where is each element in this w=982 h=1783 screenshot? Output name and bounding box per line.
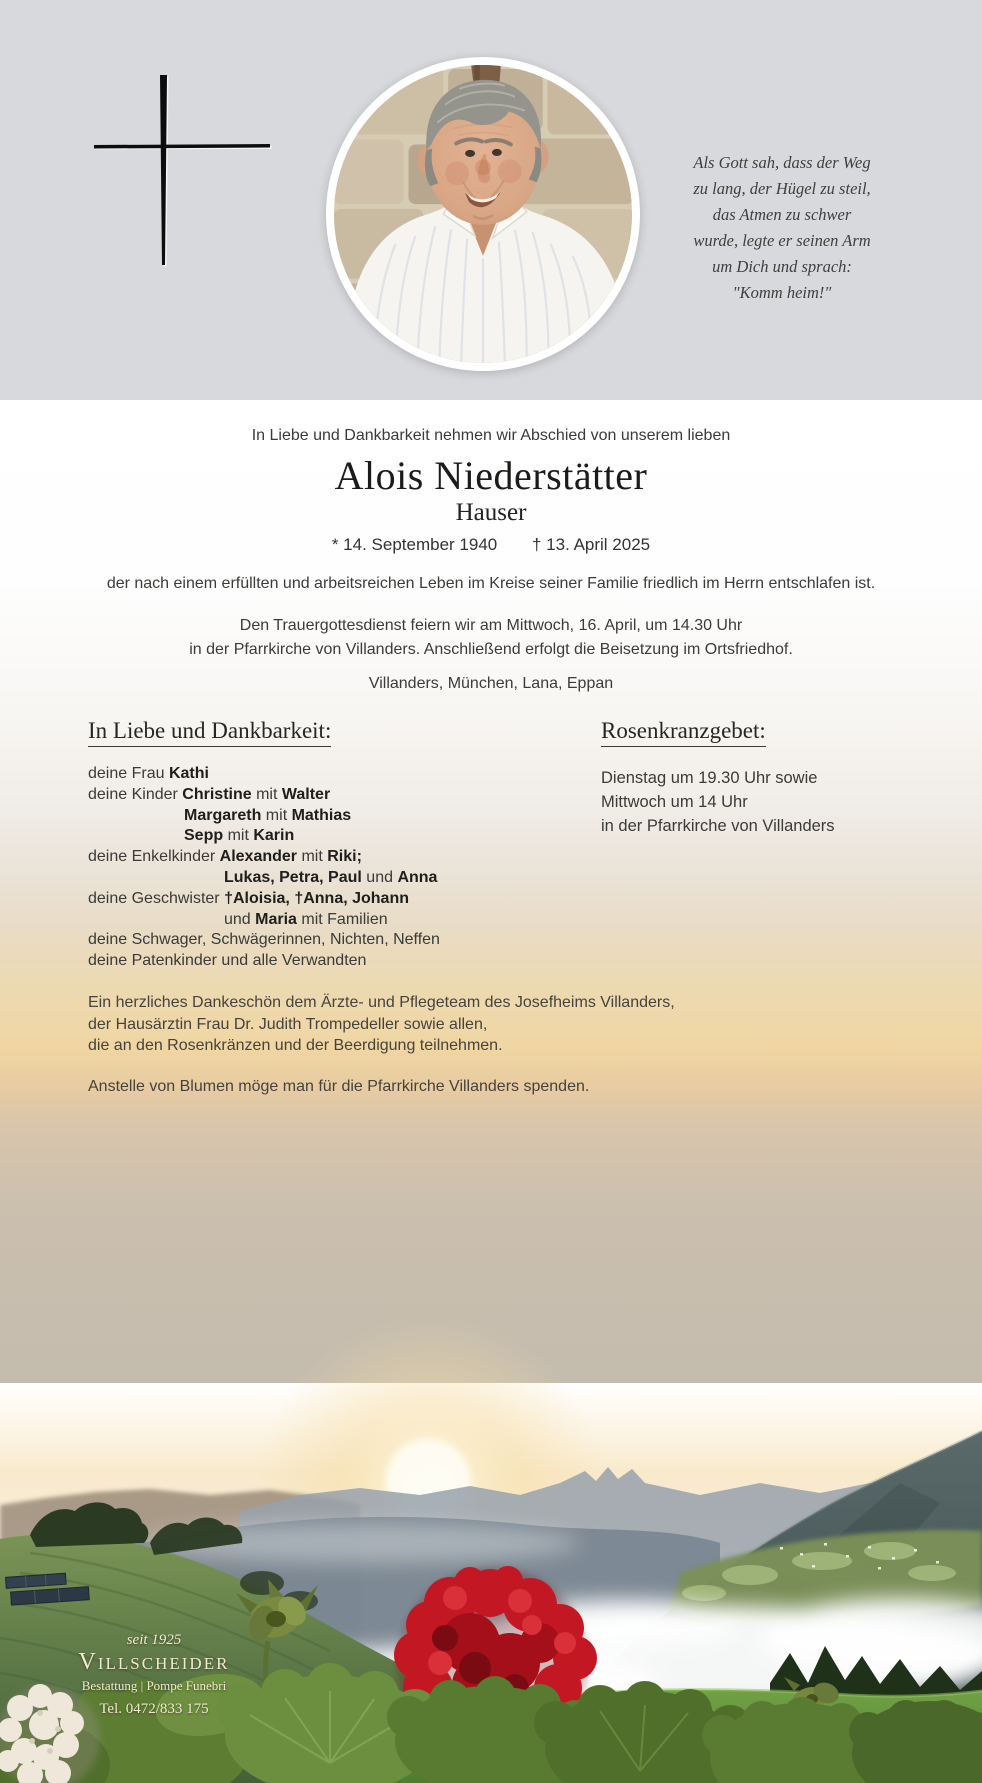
flowers-line: Anstelle von Blumen möge man für die Pfarrkirche Villanders spenden. — [88, 1078, 590, 1095]
service-line-2: in der Pfarrkirche von Villanders. Anschließend erfolgt die Beisetzung im Ortsfriedhof. — [189, 641, 793, 658]
obituary-line: der nach einem erfüllten und arbeitsreichen Leben im Kreise seiner Familie friedlich im Herrn entschlafen ist. — [106, 575, 876, 592]
mourners-title: In Liebe und Dankbarkeit: — [88, 718, 331, 747]
birth-date: * 14. September 1940 — [331, 535, 498, 554]
mourner-line: und Maria mit Familien — [224, 910, 388, 928]
mourners-list — [88, 764, 440, 972]
memorial-cross-icon — [85, 65, 280, 270]
mourner-line: Margareth mit Mathias — [184, 806, 352, 824]
thanks-section — [88, 992, 675, 1057]
poem — [632, 150, 932, 306]
portrait-photo — [326, 57, 640, 371]
rosary-title: Rosenkranzgebet: — [601, 718, 766, 747]
logo-name: Villscheider — [78, 1649, 230, 1675]
mourner-line: deine Kinder Christine mit Walter — [88, 785, 331, 803]
service-line-1: Den Trauergottesdienst feiern wir am Mittwoch, 16. April, um 14.30 Uhr — [239, 617, 743, 634]
life-dates — [0, 534, 982, 556]
rosary-line: Mittwoch um 14 Uhr — [601, 793, 748, 811]
mourner-line: Lukas, Petra, Paul und Anna — [224, 868, 438, 886]
rosary-line: in der Pfarrkirche von Villanders — [601, 817, 835, 835]
logo-phone: Tel. 0472/833 175 — [99, 1701, 209, 1717]
rosary-line: Dienstag um 19.30 Uhr sowie — [601, 769, 818, 787]
funeral-home-logo — [48, 1632, 260, 1718]
poem-line: wurde, legte er seinen Arm — [693, 231, 871, 250]
poem-line: Als Gott sah, dass der Weg — [693, 153, 871, 172]
mourner-line: deine Frau Kathi — [88, 765, 209, 782]
poem-line: "Komm heim!" — [732, 283, 832, 302]
deceased-name: Alois Niederstätter — [334, 453, 648, 498]
mourner-line: deine Patenkinder und alle Verwandten — [88, 952, 367, 970]
thanks-line: Ein herzliches Dankeschön dem Ärzte- und Pflegeteam des Josefheims Villanders, — [88, 994, 675, 1011]
poem-line: das Atmen zu schwer — [712, 205, 852, 224]
service-info — [0, 614, 982, 662]
poem-line: zu lang, der Hügel zu steil, — [693, 179, 871, 198]
death-date: † 13. April 2025 — [531, 535, 651, 554]
logo-subtitle: Bestattung | Pompe Funebri — [81, 1678, 227, 1693]
rosary-section — [601, 766, 835, 838]
mourner-line: deine Geschwister †Aloisia, †Anna, Johann — [88, 889, 409, 907]
logo-since: seit 1925 — [126, 1632, 182, 1648]
thanks-line: der Hausärztin Frau Dr. Judith Trompedeller sowie allen, — [88, 1015, 488, 1033]
mourner-line: Sepp mit Karin — [184, 827, 295, 845]
poem-line: um Dich und sprach: — [712, 257, 852, 276]
mourner-line: deine Schwager, Schwägerinnen, Nichten, Neffen — [88, 931, 440, 949]
header-band — [0, 0, 982, 400]
intro-line: In Liebe und Dankbarkeit nehmen wir Abschied von unserem lieben — [251, 427, 731, 444]
mourner-line: deine Enkelkinder Alexander mit Riki; — [88, 848, 362, 866]
places-line: Villanders, München, Lana, Eppan — [368, 675, 614, 692]
thanks-line: die an den Rosenkränzen und der Beerdigung teilnehmen. — [88, 1037, 503, 1054]
house-name: Hauser — [455, 499, 527, 526]
